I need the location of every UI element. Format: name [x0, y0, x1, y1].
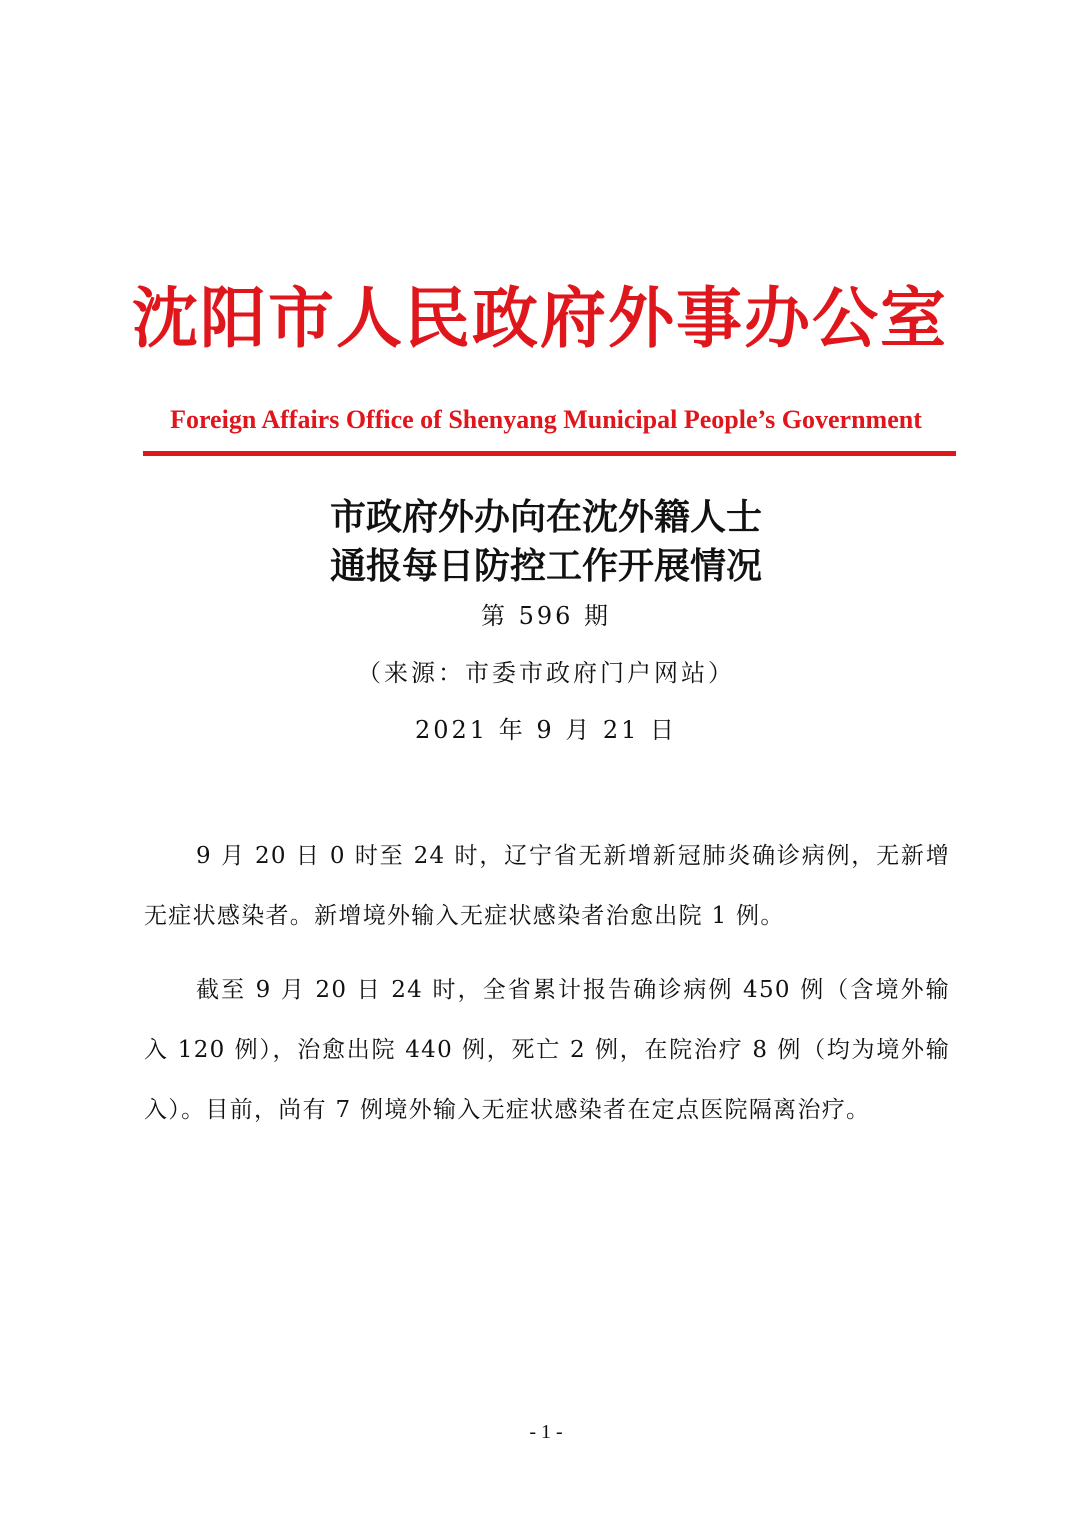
body-paragraph-1: 9 月 20 日 0 时至 24 时，辽宁省无新增新冠肺炎确诊病例，无新增无症状感染者。新增境外输入无症状感染者治愈出院 1 例。 [144, 843, 950, 929]
page-number: - 1 - [529, 1421, 563, 1443]
org-name-english: Foreign Affairs Office of Shenyang Municipal People’s Government [170, 405, 922, 434]
header-divider [143, 451, 956, 456]
document-title-line-2: 通报每日防控工作开展情况 [329, 545, 762, 587]
issue-number: 第 596 期 [480, 602, 612, 630]
body-paragraph-2: 截至 9 月 20 日 24 时，全省累计报告确诊病例 450 例（含境外输入 120 例），治愈出院 440 例，死亡 2 例，在院治疗 8 例（均为境外输入）。目前，尚有 7 例境外输入无症状感染者在定点医院隔离治疗。 [144, 977, 950, 1123]
document-date: 2021 年 9 月 21 日 [414, 716, 678, 744]
org-name-chinese: 沈阳市人民政府外事办公室 [132, 279, 948, 357]
document-title-line-1: 市政府外办向在沈外籍人士 [329, 496, 762, 538]
source-line: （来源：市委市政府门户网站） [357, 659, 735, 687]
